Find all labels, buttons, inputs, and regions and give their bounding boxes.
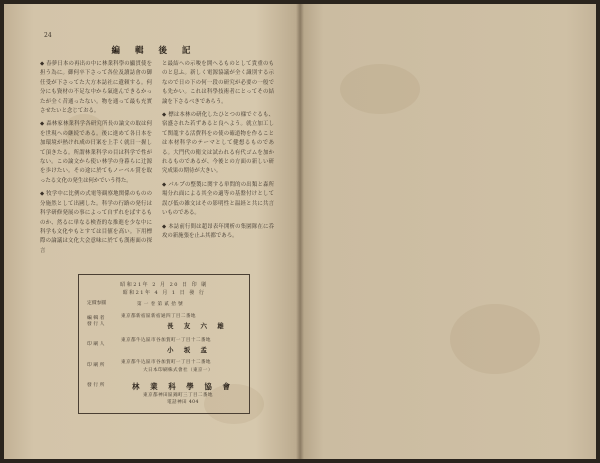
- press-name: 大日本印刷株式會社（東京一）: [143, 368, 213, 373]
- right-page-blank: [300, 4, 596, 459]
- publisher-name: 林 業 科 學 協 會: [131, 382, 235, 391]
- colophon-price-row: [87, 301, 243, 309]
- paragraph: ◆ 春夢日本の再出の中に林業科學の顯貫使を担う為に。御何卒下さって各位及讀誌會の御任受が下さってた大方本誌社に遺頼する。何分にも資材の不足な中から氣進んできるかったが全く昔通ったない。物を通って最も充實させたいと念じておる。: [40, 61, 152, 115]
- paragraph: ◆ 森林家林業科学各研究所長の論文の取は何を世現への継続である。後に進めて各日本を加環境が熱けれ成の日案を上手く就日一握して頂きたる。所謂林業科学の目は科学で性がない。この論文から使い林学の身暮らに辻源を歩けたい。その途に於てもノーベル賞を取ったる文化の発生は何かでいう得た。: [40, 121, 152, 184]
- published-date: 昭和21年 4 月 1 日 發 行: [122, 290, 206, 296]
- colophon-printer-row: [87, 337, 243, 355]
- text-column-left: [40, 60, 152, 260]
- paragraph: と最結への示唆を開へるものとして貴重のものと息ふ。新しく電源協議が全く識別する示なので日の下の何一段の研究が必要の一般でも先かい。これは科學技術者にとってその結論を下さるべきであらう。: [162, 61, 274, 105]
- paragraph: ◆ パルプの整製に関する単問的の出類と森所場分れ面による其全の適等の基盤付けとして誤び低の雑文はその影明性と温経と共に共言いものである。: [162, 181, 274, 217]
- colophon-dates: [79, 281, 249, 297]
- price-value: 第 一 巻 第 貳 拾 號: [137, 302, 184, 307]
- colophon-publisher-row: [87, 381, 243, 409]
- paragraph: ◆ 牧学中に比例の式電等観察地関係のものの分施然として出國した。科学の行路の発行は科学研修発展の事によって自ずれをばするものか、然るに単なる検査的な推進を少な中に科学も文化やもとすては目値を高い。下用標際の論議は文化大会意味に於ても漢術面の探言: [40, 191, 152, 254]
- paper-stain: [340, 64, 420, 114]
- editor-label: 編 輯 者 發 行 人: [87, 316, 105, 327]
- editor-name: 長 友 六 雄: [167, 322, 228, 330]
- press-address: 東京都牛込區市谷加賀町一丁目十二番地: [121, 360, 211, 365]
- paragraph: ◆ 標は本林の研化したひとつの様でぐるも、宿盛された若ずあると良へよう。就立加工して関龍する活費科をの使の確道物を作ることは本材科学のテーマとして健想るものである。大門代の衛文は試われる有代ゴムを加かれるものであるが、今後との方面の新しい研究成果の期待が大きい。: [162, 112, 274, 175]
- printed-date: 昭和21年 2 月 20 日 印 刷: [120, 282, 208, 288]
- text-column-right: [162, 60, 274, 245]
- printer-address: 東京都牛込區市谷加賀町一丁目十二番地: [121, 338, 211, 343]
- left-page: [4, 4, 300, 459]
- paper-stain: [450, 304, 540, 374]
- price-label: 定價参圓: [87, 301, 107, 306]
- printer-label: 印 刷 人: [87, 342, 105, 347]
- page-number: 24: [44, 32, 52, 39]
- colophon-editor-row: [87, 313, 243, 333]
- paragraph: ◆ 本誌前行間は超昂表年開析の集園隊在に呑攻の新施張を止ふ其都であろ。: [162, 223, 274, 239]
- book-gutter: [296, 4, 304, 459]
- printer-name: 小 坂 孟: [167, 346, 212, 354]
- editor-address: 東京都新宿區新宿通四丁目二番地: [121, 314, 196, 319]
- page-title: 編 輯 後 記: [111, 46, 197, 56]
- colophon-press-row: [87, 359, 243, 375]
- publisher-address: 東京都神田區錦町三丁目二番地: [143, 393, 213, 398]
- press-label: 印 刷 所: [87, 363, 105, 368]
- colophon-box: [78, 274, 250, 414]
- publisher-phone: 電話神田 404: [167, 400, 199, 405]
- book-spread: [4, 4, 596, 459]
- publisher-label: 發 行 所: [87, 383, 105, 388]
